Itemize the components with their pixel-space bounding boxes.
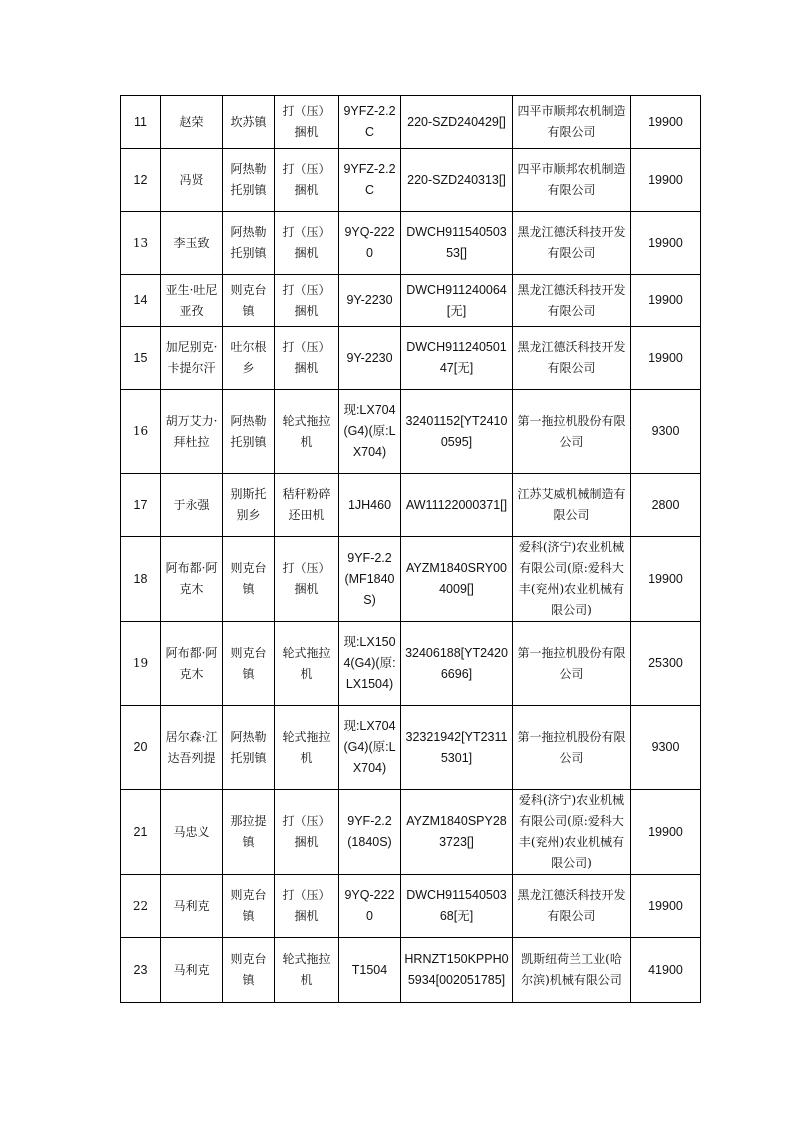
table-row [121,275,701,327]
serial-number-cell: DWCH91124050147[无] [401,327,513,390]
subsidy-amount-cell: 19900 [631,96,701,149]
row-number-cell: 18 [121,537,161,622]
row-number-cell: 22 [121,875,161,938]
name-cell: 李玉致 [161,212,223,275]
name-cell: 马利克 [161,875,223,938]
town-cell: 吐尔根乡 [223,327,275,390]
manufacturer-cell: 爱科(济宁)农业机械有限公司(原:爱科大丰(兖州)农业机械有限公司) [513,537,631,622]
machine-type-cell: 轮式拖拉机 [275,622,339,706]
name-cell: 阿布都·阿克木 [161,622,223,706]
manufacturer-cell: 第一拖拉机股份有限公司 [513,390,631,474]
town-cell: 阿热勒托别镇 [223,706,275,790]
serial-number-cell: AYZM1840SPY283723[] [401,790,513,875]
table-row [121,875,701,938]
row-number-cell: 15 [121,327,161,390]
model-cell: 现:LX704(G4)(原:LX704) [339,706,401,790]
name-cell: 马忠义 [161,790,223,875]
subsidy-amount-cell: 25300 [631,622,701,706]
subsidy-table [120,95,701,1003]
table-row [121,212,701,275]
table-row [121,938,701,1003]
table-row [121,149,701,212]
town-cell: 阿热勒托别镇 [223,212,275,275]
row-number-cell: 21 [121,790,161,875]
table-body [121,96,701,1003]
name-cell: 胡万艾力·拜杜拉 [161,390,223,474]
subsidy-amount-cell: 19900 [631,275,701,327]
serial-number-cell: 32321942[YT23115301] [401,706,513,790]
manufacturer-cell: 黑龙江德沃科技开发有限公司 [513,212,631,275]
town-cell: 那拉提镇 [223,790,275,875]
machine-type-cell: 打（压）捆机 [275,275,339,327]
manufacturer-cell: 凯斯纽荷兰工业(哈尔滨)机械有限公司 [513,938,631,1003]
subsidy-amount-cell: 19900 [631,212,701,275]
name-cell: 赵荣 [161,96,223,149]
model-cell: T1504 [339,938,401,1003]
row-number-cell: 19 [121,622,161,706]
name-cell: 冯贤 [161,149,223,212]
manufacturer-cell: 第一拖拉机股份有限公司 [513,706,631,790]
subsidy-amount-cell: 9300 [631,390,701,474]
subsidy-amount-cell: 19900 [631,875,701,938]
name-cell: 亚生·吐尼亚孜 [161,275,223,327]
row-number-cell: 17 [121,474,161,537]
model-cell: 现:LX704(G4)(原:LX704) [339,390,401,474]
model-cell: 9Y-2230 [339,275,401,327]
model-cell: 9Y-2230 [339,327,401,390]
row-number-cell: 16 [121,390,161,474]
machine-type-cell: 轮式拖拉机 [275,390,339,474]
serial-number-cell: DWCH91154050368[无] [401,875,513,938]
model-cell: 9YQ-2220 [339,212,401,275]
serial-number-cell: 32401152[YT24100595] [401,390,513,474]
town-cell: 阿热勒托别镇 [223,390,275,474]
table-row [121,96,701,149]
serial-number-cell: DWCH91154050353[] [401,212,513,275]
manufacturer-cell: 江苏艾威机械制造有限公司 [513,474,631,537]
machine-type-cell: 打（压）捆机 [275,537,339,622]
row-number-cell: 23 [121,938,161,1003]
table-row [121,390,701,474]
town-cell: 则克台镇 [223,275,275,327]
town-cell: 则克台镇 [223,537,275,622]
serial-number-cell: 220-SZD240313[] [401,149,513,212]
serial-number-cell: 220-SZD240429[] [401,96,513,149]
table-row [121,474,701,537]
subsidy-amount-cell: 9300 [631,706,701,790]
machine-type-cell: 打（压）捆机 [275,875,339,938]
model-cell: 9YFZ-2.2C [339,96,401,149]
row-number-cell: 11 [121,96,161,149]
row-number-cell: 13 [121,212,161,275]
town-cell: 别斯托别乡 [223,474,275,537]
manufacturer-cell: 黑龙江德沃科技开发有限公司 [513,275,631,327]
row-number-cell: 14 [121,275,161,327]
serial-number-cell: DWCH911240064[无] [401,275,513,327]
name-cell: 阿布都·阿克木 [161,537,223,622]
machine-type-cell: 轮式拖拉机 [275,938,339,1003]
table-row [121,622,701,706]
manufacturer-cell: 黑龙江德沃科技开发有限公司 [513,327,631,390]
table-row [121,327,701,390]
table-row [121,537,701,622]
model-cell: 现:LX1504(G4)(原:LX1504) [339,622,401,706]
subsidy-amount-cell: 41900 [631,938,701,1003]
serial-number-cell: AYZM1840SRY004009[] [401,537,513,622]
table-row [121,790,701,875]
row-number-cell: 20 [121,706,161,790]
subsidy-amount-cell: 19900 [631,327,701,390]
model-cell: 9YF-2.2(MF1840S) [339,537,401,622]
model-cell: 9YFZ-2.2C [339,149,401,212]
town-cell: 阿热勒托别镇 [223,149,275,212]
model-cell: 9YF-2.2(1840S) [339,790,401,875]
subsidy-amount-cell: 19900 [631,537,701,622]
row-number-cell: 12 [121,149,161,212]
machine-type-cell: 打（压）捆机 [275,790,339,875]
name-cell: 马利克 [161,938,223,1003]
town-cell: 则克台镇 [223,622,275,706]
model-cell: 1JH460 [339,474,401,537]
machine-type-cell: 打（压）捆机 [275,149,339,212]
serial-number-cell: HRNZT150KPPH05934[002051785] [401,938,513,1003]
subsidy-amount-cell: 19900 [631,790,701,875]
manufacturer-cell: 四平市顺邦农机制造有限公司 [513,96,631,149]
name-cell: 加尼别克·卡提尔汗 [161,327,223,390]
name-cell: 居尔森·江达吾列提 [161,706,223,790]
machine-type-cell: 打（压）捆机 [275,96,339,149]
subsidy-amount-cell: 19900 [631,149,701,212]
table-row [121,706,701,790]
manufacturer-cell: 黑龙江德沃科技开发有限公司 [513,875,631,938]
machine-type-cell: 轮式拖拉机 [275,706,339,790]
manufacturer-cell: 爱科(济宁)农业机械有限公司(原:爱科大丰(兖州)农业机械有限公司) [513,790,631,875]
manufacturer-cell: 四平市顺邦农机制造有限公司 [513,149,631,212]
manufacturer-cell: 第一拖拉机股份有限公司 [513,622,631,706]
serial-number-cell: AW11122000371[] [401,474,513,537]
town-cell: 则克台镇 [223,938,275,1003]
town-cell: 坎苏镇 [223,96,275,149]
machine-type-cell: 打（压）捆机 [275,212,339,275]
name-cell: 于永强 [161,474,223,537]
machine-type-cell: 秸秆粉碎还田机 [275,474,339,537]
town-cell: 则克台镇 [223,875,275,938]
serial-number-cell: 32406188[YT24206696] [401,622,513,706]
subsidy-amount-cell: 2800 [631,474,701,537]
model-cell: 9YQ-2220 [339,875,401,938]
machine-type-cell: 打（压）捆机 [275,327,339,390]
